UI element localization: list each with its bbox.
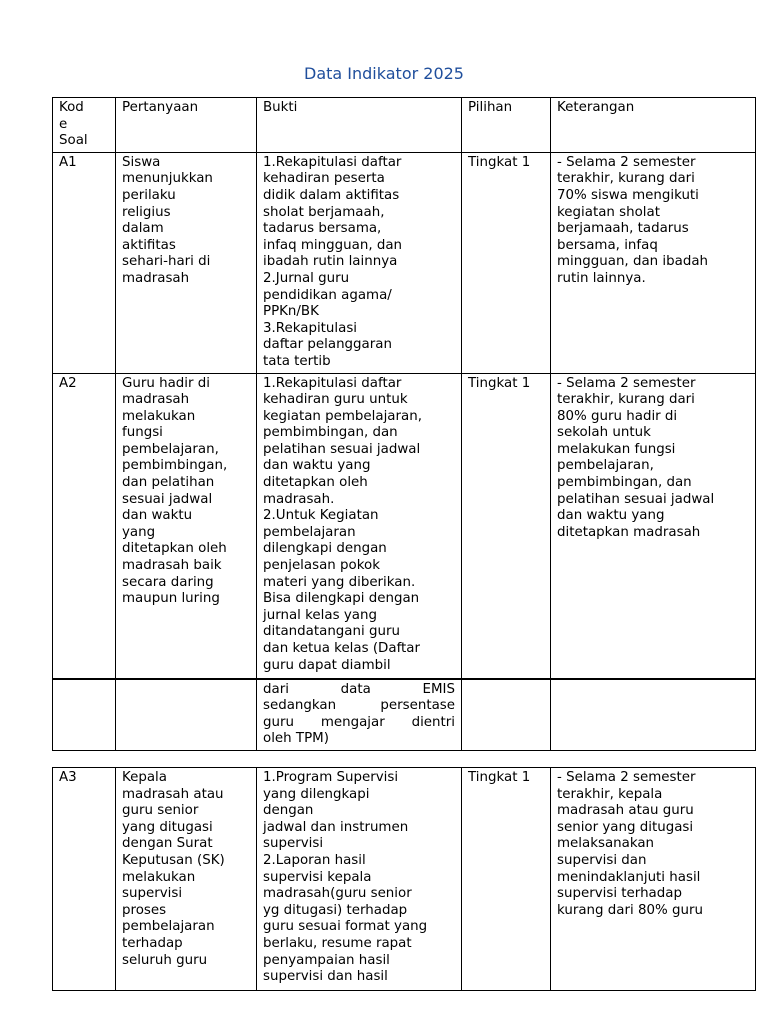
cell-keterangan xyxy=(551,152,756,373)
cell-text-line: oleh TPM) xyxy=(263,731,329,747)
cell-text-line: dan ketua kelas (Daftar xyxy=(263,641,421,656)
header-kode-line: Soal xyxy=(59,133,88,149)
cell-keterangan xyxy=(551,768,756,991)
cell-text-line: - Selama 2 semester xyxy=(557,375,696,391)
cell-text-line: melakukan xyxy=(122,408,196,424)
cell-text-line: senior yang ditugasi xyxy=(557,819,694,835)
cell-bukti xyxy=(257,679,462,751)
cell-text-line: sesuai jadwal xyxy=(122,491,213,507)
cell-text-line: supervisi dan hasil xyxy=(263,969,388,985)
cell-text-line: ibadah rutin lainnya xyxy=(263,254,398,270)
cell-pertanyaan xyxy=(116,152,257,373)
cell-text-line: yang xyxy=(122,524,156,540)
cell-text-line: didik dalam aktifitas xyxy=(263,187,400,203)
cell-pertanyaan xyxy=(116,373,257,679)
cell-text-line: dilengkapi dengan xyxy=(263,541,387,557)
cell-text-line: sekolah untuk xyxy=(557,425,651,441)
cell-kode: A1 xyxy=(53,152,116,373)
cell-text-line: sedangkan persentase xyxy=(263,698,455,714)
cell-text-line: pembelajaran xyxy=(263,524,356,540)
cell-text-line: 1.Rekapitulasi daftar xyxy=(263,375,402,391)
cell-text-line: Siswa xyxy=(122,154,161,170)
cell-text-line: pembimbingan, xyxy=(122,458,228,474)
cell-text-line: rutin lainnya. xyxy=(557,270,646,286)
cell-text-line: terakhir, kurang dari xyxy=(557,171,695,187)
cell-text-line: terakhir, kepala xyxy=(557,786,663,802)
cell-text-line: dan waktu yang xyxy=(557,508,665,524)
table-row xyxy=(53,152,756,373)
cell-text-line: supervisi xyxy=(122,886,183,902)
cell-text-line: 2.Untuk Kegiatan xyxy=(263,508,379,524)
cell-text-line: ditetapkan oleh xyxy=(122,541,227,557)
cell-text-line: sholat berjamaah, xyxy=(263,204,385,220)
cell-text-line: pelatihan sesuai jadwal xyxy=(263,441,421,457)
cell-text-line: terhadap xyxy=(122,935,183,951)
cell-text-line: madrasah(guru senior xyxy=(263,886,412,902)
cell-text-line: dan pelatihan xyxy=(122,475,215,491)
cell-text-line: madrasah xyxy=(122,270,190,286)
cell-bukti xyxy=(257,373,462,679)
cell-text-line: seluruh guru xyxy=(122,952,208,968)
cell-pilihan: Tingkat 1 xyxy=(462,373,551,679)
cell-text-line: infaq mingguan, dan xyxy=(263,237,403,253)
cell-text-line: Guru hadir di xyxy=(122,375,211,391)
cell-text-line: religius xyxy=(122,204,171,220)
cell-text-line: proses xyxy=(122,902,167,918)
cell-text-line: 1.Program Supervisi xyxy=(263,770,399,785)
cell-text-line: 2.Jurnal guru xyxy=(263,270,350,286)
indicator-table xyxy=(52,97,756,751)
cell-text-line: melaksanakan xyxy=(557,836,655,852)
cell-text-line: dari data EMIS xyxy=(263,681,455,697)
cell-keterangan xyxy=(551,373,756,679)
cell-text-line: pembimbingan, dan xyxy=(263,425,398,441)
cell-text-line: kegiatan pembelajaran, xyxy=(263,408,422,424)
cell-pertanyaan xyxy=(116,679,257,751)
cell-text-line: aktifitas xyxy=(122,237,176,253)
cell-text-line: yg ditugasi) terhadap xyxy=(263,902,408,918)
cell-text-line: fungsi xyxy=(122,425,163,441)
cell-text-line: pembimbingan, dan xyxy=(557,475,692,491)
cell-text-line: materi yang diberikan. xyxy=(263,574,416,590)
cell-text-line: sehari-hari di xyxy=(122,254,211,270)
cell-text-line: penyampaian hasil xyxy=(263,952,390,968)
cell-kode xyxy=(53,679,116,751)
cell-text-line: mingguan, dan ibadah xyxy=(557,254,709,270)
cell-text-line: kurang dari 80% guru xyxy=(557,902,703,918)
cell-text-line: 80% guru hadir di xyxy=(557,408,678,424)
cell-text-line: guru sesuai format yang xyxy=(263,919,428,935)
cell-text-line: - Selama 2 semester xyxy=(557,770,696,785)
cell-text-line: supervisi terhadap xyxy=(557,886,682,902)
cell-text-line: madrasah atau xyxy=(122,786,224,802)
cell-text-line: tadarus bersama, xyxy=(263,221,382,237)
cell-text-line: perilaku xyxy=(122,187,176,203)
cell-text-line: PPKn/BK xyxy=(263,304,319,320)
cell-text-line: dengan xyxy=(263,803,314,819)
cell-keterangan xyxy=(551,679,756,751)
header-bukti: Bukti xyxy=(257,98,462,153)
cell-text-line: pendidikan agama/ xyxy=(263,287,392,303)
cell-text-line: madrasah atau guru xyxy=(557,803,694,819)
cell-text-line: menunjukkan xyxy=(122,171,213,187)
cell-text-line: terakhir, kurang dari xyxy=(557,392,695,408)
cell-text-line: jadwal dan instrumen xyxy=(263,819,409,835)
cell-pilihan: Tingkat 1 xyxy=(462,768,551,991)
cell-text-line: ditandatangani guru xyxy=(263,624,400,640)
cell-pilihan xyxy=(462,679,551,751)
cell-text-line: guru senior xyxy=(122,803,199,819)
cell-text-line: ditetapkan madrasah xyxy=(557,524,701,540)
cell-text-line: supervisi kepala xyxy=(263,869,372,885)
cell-text-line: madrasah xyxy=(122,392,190,408)
indicator-table-continued xyxy=(52,767,756,991)
header-kode-soal xyxy=(53,98,116,153)
cell-bukti xyxy=(257,152,462,373)
cell-text-line: daftar pelanggaran xyxy=(263,337,392,353)
cell-text-line: jurnal kelas yang xyxy=(263,607,377,623)
cell-text-line: maupun luring xyxy=(122,591,220,607)
cell-text-line: penjelasan pokok xyxy=(263,558,380,574)
table-header-row xyxy=(53,98,756,153)
cell-text-line: kehadiran peserta xyxy=(263,171,385,187)
cell-text-line: Bisa dilengkapi dengan xyxy=(263,591,420,607)
cell-text-line: dan waktu xyxy=(122,508,193,524)
cell-text-line: 2.Laporan hasil xyxy=(263,852,366,868)
cell-bukti xyxy=(257,768,462,991)
header-pilihan: Pilihan xyxy=(462,98,551,153)
cell-text-line: bersama, infaq xyxy=(557,237,658,253)
cell-text-line: pembelajaran, xyxy=(122,441,219,457)
cell-text-line: dan waktu yang xyxy=(263,458,371,474)
cell-text-line: pembelajaran, xyxy=(557,458,654,474)
cell-text-line: yang dilengkapi xyxy=(263,786,370,802)
header-kode-line: Kod xyxy=(59,100,84,115)
cell-text-line: supervisi xyxy=(263,836,324,852)
table-row xyxy=(53,373,756,679)
cell-text-line: kehadiran guru untuk xyxy=(263,392,408,408)
cell-text-line: pelatihan sesuai jadwal xyxy=(557,491,715,507)
cell-text-line: guru mengajar dientri xyxy=(263,714,455,730)
cell-text-line: dengan Surat xyxy=(122,836,213,852)
cell-text-line: yang ditugasi xyxy=(122,819,213,835)
cell-kode: A3 xyxy=(53,768,116,991)
cell-text-line: dalam xyxy=(122,221,164,237)
cell-pilihan: Tingkat 1 xyxy=(462,152,551,373)
cell-text-line: tata tertib xyxy=(263,353,331,369)
cell-text-line: menindaklanjuti hasil xyxy=(557,869,701,885)
cell-text-line: ditetapkan oleh xyxy=(263,475,368,491)
table-row xyxy=(53,768,756,991)
page-title: Data Indikator 2025 xyxy=(304,64,464,83)
cell-text-line: pembelajaran xyxy=(122,919,215,935)
cell-text-line: secara daring xyxy=(122,574,214,590)
cell-text-line: 3.Rekapitulasi xyxy=(263,320,358,336)
header-keterangan: Keterangan xyxy=(551,98,756,153)
cell-text-line: madrasah. xyxy=(263,491,335,507)
cell-text-line: berlaku, resume rapat xyxy=(263,935,412,951)
header-pertanyaan: Pertanyaan xyxy=(116,98,257,153)
cell-text-line: Kepala xyxy=(122,770,167,785)
cell-pertanyaan xyxy=(116,768,257,991)
cell-text-line: madrasah baik xyxy=(122,558,222,574)
cell-text-line: - Selama 2 semester xyxy=(557,154,696,170)
cell-text-line: guru dapat diambil xyxy=(263,657,391,673)
cell-text-line: kegiatan sholat xyxy=(557,204,660,220)
cell-text-line: Keputusan (SK) xyxy=(122,852,225,868)
cell-text-line: melakukan fungsi xyxy=(557,441,676,457)
cell-text-line: berjamaah, tadarus xyxy=(557,221,689,237)
cell-text-line: 70% siswa mengikuti xyxy=(557,187,699,203)
cell-text-line: melakukan xyxy=(122,869,196,885)
table-row xyxy=(53,679,756,751)
cell-text-line: 1.Rekapitulasi daftar xyxy=(263,154,402,170)
cell-text-line: supervisi dan xyxy=(557,852,647,868)
header-kode-line: e xyxy=(59,116,68,132)
cell-kode: A2 xyxy=(53,373,116,679)
